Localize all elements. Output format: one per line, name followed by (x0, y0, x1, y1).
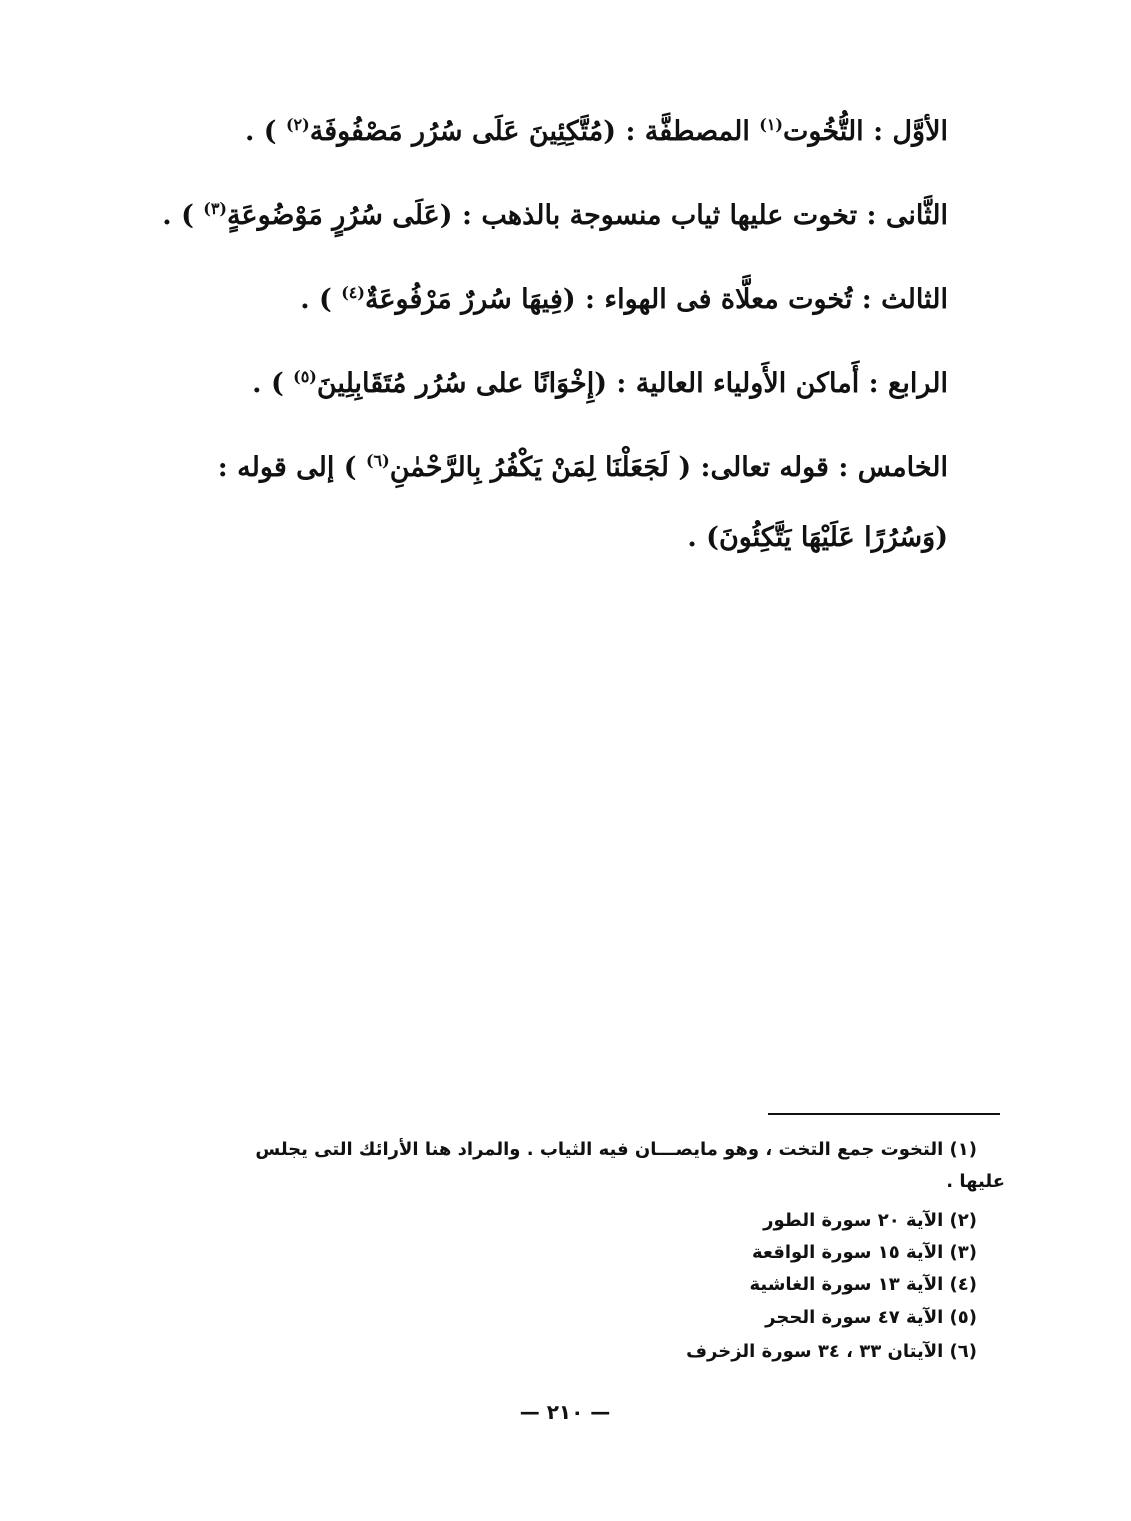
footnote-separator (768, 1113, 1000, 1115)
line-5-text: الخامس : قوله تعالى: ( لَجَعَلْنَا لِمَنْ يَكْفُرُ بِالرَّحْمٰنِ (389, 452, 948, 483)
footnote-ref-4: (٤) (341, 283, 365, 302)
footnote-ref-6: (٦) (365, 451, 390, 470)
page-number: — ٢١٠ — (519, 1400, 611, 1424)
body-line-2 (110, 196, 948, 236)
footnote-ref-2: (٢) (285, 115, 310, 134)
footnote-6: (٦) الآيتان ٣٣ ، ٣٤ سورة الزخرف (686, 1341, 977, 1362)
line-3-text: الثالث : تُخوت معلَّاة فى الهواء : (فِيهَا سُررٌ مَرْفُوعَةٌ (364, 284, 948, 315)
line-2-end: ) . (162, 200, 194, 231)
body-line-3 (110, 280, 948, 320)
footnote-ref-1: (١) (759, 115, 783, 134)
footnote-1-line-2: عليها . (946, 1171, 1005, 1192)
footnote-1-line-1: (١) التخوت جمع التخت ، وهو مايصـــان فيه الثياب . والمراد هنا الأرائك التى يجلس (255, 1139, 977, 1160)
line-6-text: (وَسُرُرًا عَلَيْهَا يَتَّكِئُونَ) . (687, 522, 948, 553)
line-1-end: ) . (244, 116, 277, 147)
line-4-end: ) . (252, 368, 284, 399)
line-1-text-b: المصطفَّة : (مُتَّكِئِينَ عَلَى سُرُر مَصْفُوفَة (309, 116, 750, 147)
line-1-text: الأوَّل : التُّخُوت (783, 116, 948, 147)
body-line-5 (110, 448, 948, 488)
line-2-text: الثَّانى : تخوت عليها ثياب منسوجة بالذهب : (عَلَى سُرُرٍ مَوْضُوعَةٍ (227, 200, 948, 231)
footnote-ref-3: (٣) (203, 199, 227, 218)
body-line-4 (110, 364, 948, 404)
footnote-4: (٤) الآية ١٣ سورة الغاشية (749, 1274, 977, 1295)
footnote-5: (٥) الآية ٤٧ سورة الحجر (765, 1307, 977, 1328)
body-line-6 (110, 518, 948, 558)
line-5-end: ) إلى قوله : (217, 452, 357, 483)
footnote-2: (٢) الآية ٢٠ سورة الطور (763, 1210, 977, 1231)
footnote-3: (٣) الآية ١٥ سورة الواقعة (752, 1242, 977, 1263)
footnote-ref-5: (٥) (293, 367, 317, 386)
line-3-end: ) . (300, 284, 332, 315)
line-4-text: الرابع : أَماكن الأَولياء العالية : (إِخْوَانًا على سُرُر مُتَقَابِلِينَ (316, 368, 948, 399)
body-line-1 (110, 112, 948, 152)
